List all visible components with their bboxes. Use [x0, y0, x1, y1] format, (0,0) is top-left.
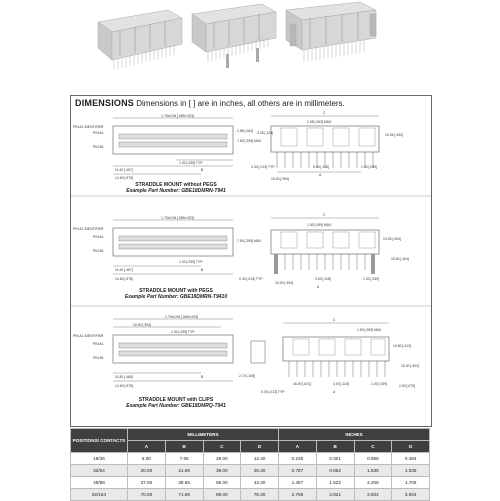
table-cell: 29.00 — [203, 453, 241, 465]
dimension-label: 1.00 [.039] — [371, 382, 388, 386]
dimension-label: PIN A1 IDENTIFIER — [73, 334, 104, 338]
dimension-label: 10.25 [.404] — [385, 133, 403, 137]
table-cell: 37.00 — [128, 477, 166, 489]
section-with-clips — [71, 311, 431, 423]
dimension-label: 1.75±0.08 [.069±.003] — [165, 315, 198, 319]
dimension-label: 1.58 [.062] — [237, 129, 254, 133]
dimensions-table — [70, 428, 430, 501]
dimension-label: 3.00 [.118] — [315, 277, 331, 281]
table-cell: 3.004 — [392, 489, 430, 501]
table-cell: 76.30 — [241, 489, 279, 501]
dimension-label: 11.60 [.457] — [115, 268, 133, 272]
table-cell: 6.00 — [128, 453, 166, 465]
col-header: A — [279, 441, 317, 453]
dimension-label: C — [333, 318, 336, 322]
table-cell: 18/36 — [71, 453, 128, 465]
dimension-label: PIN A1 — [93, 131, 104, 135]
dimension-label: 11.80 [.465] — [115, 375, 133, 379]
table-cell: 89.00 — [203, 489, 241, 501]
table-cell: 2.821 — [316, 489, 354, 501]
dimension-label: 15.30 [.602] — [401, 364, 419, 368]
table-cell: 32/64 — [71, 465, 128, 477]
section-with-pegs — [71, 208, 431, 308]
table-row — [71, 489, 430, 501]
dimension-label: 14.60 [.575] — [115, 384, 133, 388]
dimension-label: 0.34 [.013] TYP. — [251, 165, 276, 169]
dimension-label: 1.50 [.059] MAX. — [307, 223, 333, 227]
dimension-label: 2.00 [.079] — [399, 384, 416, 388]
table-cell: 39.00 — [203, 465, 241, 477]
dimension-label: PIN A1 — [93, 342, 104, 346]
table-cell: 20.00 — [128, 465, 166, 477]
table-row — [71, 477, 430, 489]
dimension-label: 10.50 [.413] — [393, 344, 411, 348]
dimension-label: 5.00 [.118] — [313, 165, 329, 169]
table-cell: 0.301 — [316, 453, 354, 465]
table-cell: 21.65 — [165, 465, 203, 477]
table-cell: 70.00 — [128, 489, 166, 501]
table-cell: 2.205 — [354, 477, 392, 489]
table-cell: 0.484 — [392, 453, 430, 465]
positions-contacts-header: POSITIONS/ CONTACTS — [71, 429, 128, 453]
dimension-label: 1.50 [.059] MAX. — [357, 328, 383, 332]
dimension-label: 14.60 [.575] — [115, 176, 133, 180]
dimension-label: B — [201, 168, 204, 172]
table-cell: 1.535 — [354, 465, 392, 477]
table-cell: 82/164 — [71, 489, 128, 501]
table-cell: 0.852 — [316, 465, 354, 477]
col-header: D — [241, 441, 279, 453]
dimension-label: 1.75±0.08 [.069±.003] — [161, 114, 194, 118]
dimension-label: 10.00 [.394] — [133, 323, 151, 327]
caption-with-pegs — [91, 288, 261, 300]
dimension-label: 1.58 [.062] MAX. — [307, 120, 333, 124]
table-cell: 7.65 — [165, 453, 203, 465]
dimension-label: PIN B1 — [93, 145, 104, 149]
caption-with-clips — [91, 397, 261, 409]
section-title: STRADDLE MOUNT with CLIPS — [138, 397, 214, 403]
table-cell: 43.30 — [241, 477, 279, 489]
table-row — [71, 465, 430, 477]
col-header: A — [128, 441, 166, 453]
dimension-label: A — [317, 285, 320, 289]
table-cell: 1.522 — [316, 477, 354, 489]
section-title: STRADDLE MOUNT without PEGS — [135, 182, 217, 188]
table-cell: 56.00 — [203, 477, 241, 489]
table-cell: 71.65 — [165, 489, 203, 501]
millimeters-header: MILLIMETERS — [128, 429, 279, 441]
dimension-label: 1.00 [.039] — [363, 277, 380, 281]
table-cell: 0.236 — [279, 453, 317, 465]
dimension-label: 1.75±0.08 [.069±.003] — [161, 216, 194, 220]
example-part-number: Example Part Number: GBE18DMRQ-T941 — [126, 403, 226, 409]
col-header: D — [392, 441, 430, 453]
dimensions-note: Dimensions in [ ] are in inches, all others are in millimeters. — [136, 99, 345, 108]
product-photos — [0, 0, 500, 88]
dimension-label: 0.34 [.013] TYP. — [239, 277, 264, 281]
dimension-label: 16.00 [.631] — [293, 382, 311, 386]
dimension-label: 10.00 [.394] — [275, 281, 293, 285]
dimension-label: 0.34 [.013] TYP. — [261, 390, 286, 394]
connector-photo-3 — [286, 2, 376, 62]
connector-photo-2 — [192, 4, 276, 68]
dimension-label: 3.25 [.128] — [257, 131, 274, 135]
table-cell: 1.457 — [279, 477, 317, 489]
dimension-label: 10.00 [.394] — [271, 177, 289, 181]
col-header: C — [203, 441, 241, 453]
dimension-label: 10.60 [.404] — [391, 257, 409, 261]
table-cell: 0.787 — [279, 465, 317, 477]
table-cell: 12.30 — [241, 453, 279, 465]
inches-header: INCHES — [279, 429, 430, 441]
dimension-label: B — [201, 268, 204, 272]
table-cell: 49/98 — [71, 477, 128, 489]
dimension-label: 3.00 [.118] — [333, 382, 349, 386]
table-cell: 38.65 — [165, 477, 203, 489]
dimension-label: B — [201, 375, 204, 379]
dimension-label: A — [319, 173, 322, 177]
dimensions-panel — [70, 95, 432, 427]
section-title: STRADDLE MOUNT with PEGS — [139, 288, 213, 294]
dimension-label: PIN A1 IDENTIFIER — [73, 125, 104, 129]
caption-without-pegs — [91, 182, 261, 194]
dimensions-title: DIMENSIONS — [75, 98, 135, 108]
dimension-label: C — [323, 213, 326, 217]
table-row — [71, 453, 430, 465]
dimension-label: 2.74 [.108] — [239, 374, 256, 378]
dimension-label: 14.60 [.575] — [115, 277, 133, 281]
table-cell: 2.756 — [279, 489, 317, 501]
dimension-label: 1.00 [.039] — [361, 165, 378, 169]
col-header: B — [316, 441, 354, 453]
table-cell: 0.966 — [354, 453, 392, 465]
dimension-label: A — [333, 390, 336, 394]
dimension-label: PIN A1 IDENTIFIER — [73, 227, 104, 231]
example-part-number: Example Part Number: GBE18DMRN-T941 — [126, 188, 226, 194]
dimension-label: 11.60 [.457] — [115, 168, 133, 172]
example-part-number: Example Part Number: GBE18DMRN-T9410 — [124, 294, 228, 300]
dimension-label: 7.60 [.299] MAX. — [237, 139, 263, 143]
col-header: B — [165, 441, 203, 453]
table-cell: 26.30 — [241, 465, 279, 477]
dimension-label: PIN A1 — [93, 235, 104, 239]
table-cell: 3.504 — [354, 489, 392, 501]
dimension-label: 1.00 [.039] TYP. — [179, 161, 204, 165]
dimension-label: 7.50 [.295] MAX. — [237, 239, 263, 243]
connector-photo-1 — [98, 10, 182, 70]
dimension-label: 10.25 [.404] — [383, 237, 401, 241]
dimension-label: PIN B1 — [93, 249, 104, 253]
dimension-label: 1.00 [.039] TYP. — [171, 330, 196, 334]
section-without-pegs — [71, 108, 431, 208]
dimension-label: 1.00 [.039] TYP. — [179, 260, 204, 264]
dimension-label: C — [323, 111, 326, 115]
dimensions-heading — [75, 98, 345, 108]
dimension-label: PIN B1 — [93, 356, 104, 360]
table-cell: 1.705 — [392, 477, 430, 489]
table-cell: 1.035 — [392, 465, 430, 477]
col-header: C — [354, 441, 392, 453]
